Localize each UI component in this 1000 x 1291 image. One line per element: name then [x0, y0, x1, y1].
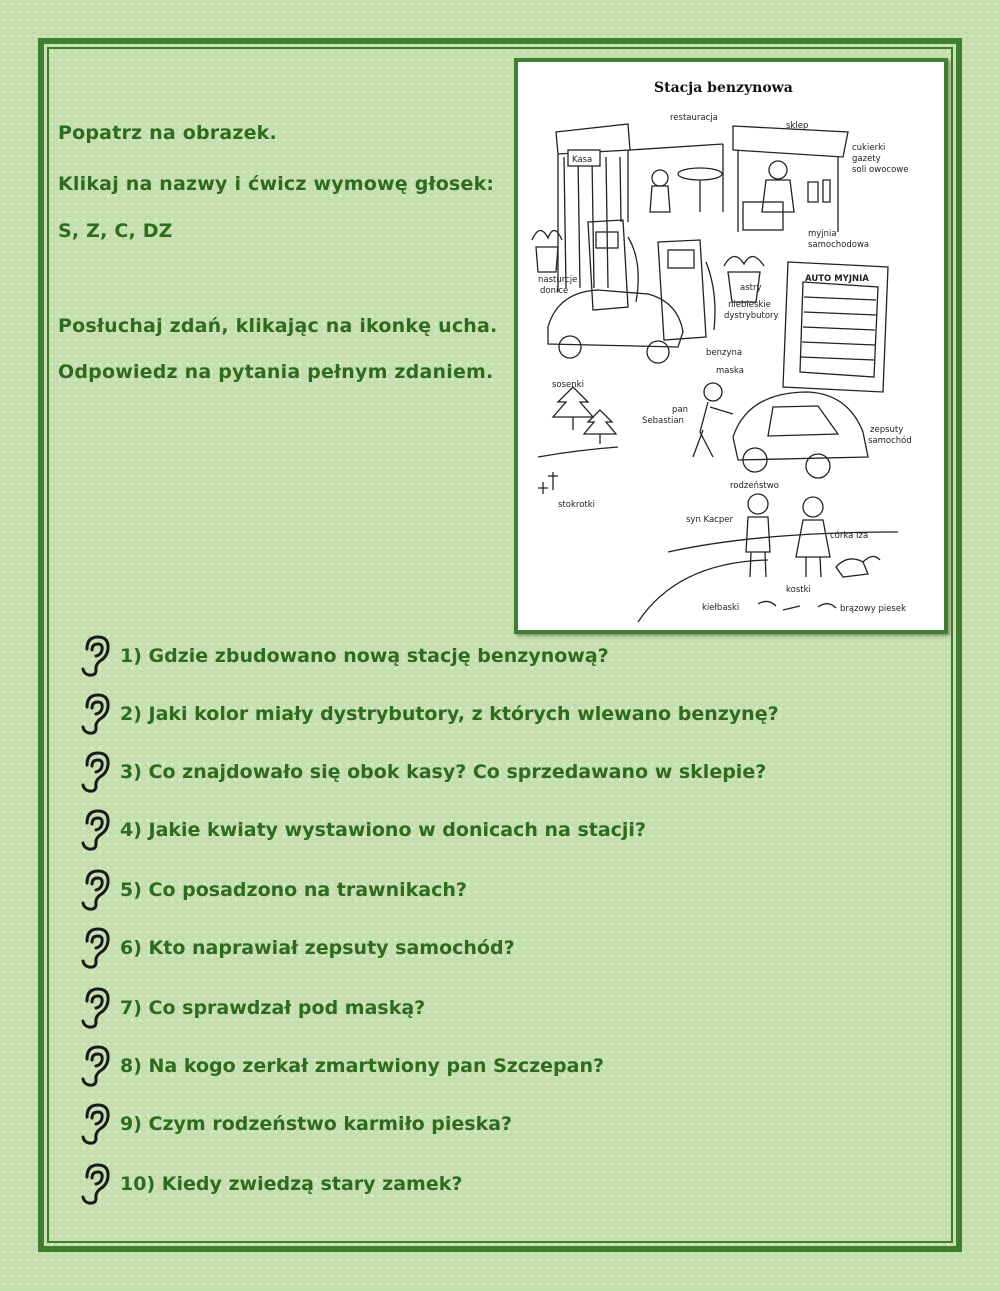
word-dystrybutory[interactable]: dystrybutory: [724, 311, 779, 321]
word-cukierki[interactable]: cukierki: [852, 143, 886, 153]
word-syn-kacper[interactable]: syn Kacper: [686, 515, 733, 525]
instruction-click: Klikaj na nazwy i ćwicz wymowę głosek:: [58, 173, 495, 195]
question-text: 9) Czym rodzeństwo karmiło pieska?: [120, 1113, 513, 1135]
question-4: [78, 808, 646, 852]
carwash-drawing: [783, 262, 888, 392]
question-text: 1) Gdzie zbudowano nową stację benzynową?: [120, 645, 609, 667]
word-sebastian[interactable]: Sebastian: [642, 416, 684, 426]
mechanic-drawing: [693, 383, 733, 457]
word-kostki[interactable]: kostki: [786, 585, 811, 595]
word-restauracja[interactable]: restauracja: [670, 113, 718, 123]
word-samochodowa[interactable]: samochodowa: [808, 240, 870, 250]
word-benzyna[interactable]: benzyna: [706, 348, 743, 358]
word-zepsuty[interactable]: zepsuty: [870, 425, 904, 435]
broken-car-drawing: [733, 392, 868, 478]
word-donice[interactable]: donice: [540, 286, 569, 296]
instruction-answer: Odpowiedz na pytania pełnym zdaniem.: [58, 361, 494, 383]
word-stokrotki[interactable]: stokrotki: [558, 500, 596, 510]
carwash-sign: AUTO MYJNIA: [805, 274, 869, 284]
question-text: 5) Co posadzono na trawnikach?: [120, 879, 467, 901]
question-text: 2) Jaki kolor miały dystrybutory, z których wlewano benzynę?: [120, 703, 779, 725]
word-niebieskie[interactable]: niebieskie: [728, 300, 771, 310]
question-text: 10) Kiedy zwiedzą stary zamek?: [120, 1173, 463, 1195]
word-kielbaski[interactable]: kiełbaski: [702, 603, 740, 613]
question-6: [78, 926, 515, 970]
ear-icon[interactable]: [78, 692, 112, 736]
question-1: [78, 634, 609, 678]
restaurant-drawing: [556, 124, 723, 292]
word-brazowy-piesek[interactable]: brązowy piesek: [840, 604, 907, 614]
pines-drawing: [538, 387, 618, 457]
ear-icon[interactable]: [78, 1044, 112, 1088]
gas-station-picture: [514, 58, 948, 634]
question-10: [78, 1162, 462, 1206]
question-2: [78, 692, 779, 736]
daisies-drawing: [538, 472, 558, 494]
question-8: [78, 1044, 604, 1088]
word-rodzenstwo[interactable]: rodzeństwo: [730, 481, 779, 491]
instruction-listen: Posłuchaj zdań, klikając na ikonkę ucha.: [58, 315, 498, 337]
word-gazety[interactable]: gazety: [852, 154, 881, 164]
ear-icon[interactable]: [78, 926, 112, 970]
ear-icon[interactable]: [78, 750, 112, 794]
question-text: 6) Kto naprawiał zepsuty samochód?: [120, 937, 515, 959]
ear-icon[interactable]: [78, 808, 112, 852]
question-3: [78, 750, 766, 794]
question-text: 4) Jakie kwiaty wystawiono w donicach na stacji?: [120, 819, 646, 841]
picture-title: Stacja benzynowa: [654, 80, 793, 96]
word-sosenki[interactable]: sosenki: [552, 380, 584, 390]
dog-drawing: [836, 556, 880, 577]
shop-drawing: [733, 126, 848, 232]
word-samochod[interactable]: samochód: [868, 436, 912, 446]
kasa-sign: Kasa: [572, 155, 593, 165]
ear-icon[interactable]: [78, 986, 112, 1030]
word-corka-iza[interactable]: córka Iza: [830, 531, 869, 541]
question-text: 3) Co znajdowało się obok kasy? Co sprzedawano w sklepie?: [120, 761, 767, 783]
question-text: 7) Co sprawdzał pod maską?: [120, 997, 426, 1019]
ear-icon[interactable]: [78, 634, 112, 678]
ear-icon[interactable]: [78, 1162, 112, 1206]
instruction-look: Popatrz na obrazek.: [58, 122, 277, 144]
question-7: [78, 986, 425, 1030]
word-pan[interactable]: pan: [672, 405, 688, 415]
question-5: [78, 868, 467, 912]
word-maska[interactable]: maska: [716, 366, 744, 376]
word-nasturcje[interactable]: nasturcje: [538, 275, 578, 285]
word-myjnia[interactable]: myjnia: [808, 229, 837, 239]
question-text: 8) Na kogo zerkał zmartwiony pan Szczepan?: [120, 1055, 604, 1077]
word-astry[interactable]: astry: [740, 283, 762, 293]
ear-icon[interactable]: [78, 1102, 112, 1146]
ear-icon[interactable]: [78, 868, 112, 912]
sausages-drawing: [758, 601, 836, 610]
word-sklep[interactable]: sklep: [786, 121, 809, 131]
question-9: [78, 1102, 512, 1146]
word-soli-owocowe[interactable]: soli owocowe: [852, 165, 909, 175]
instruction-sounds: S, Z, C, DZ: [58, 220, 173, 242]
